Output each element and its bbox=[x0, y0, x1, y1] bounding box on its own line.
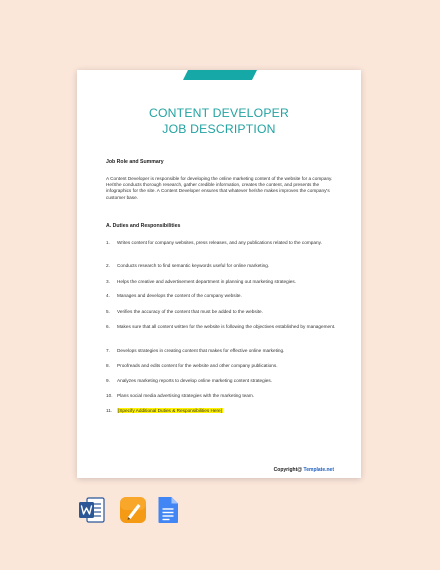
duty-item bbox=[106, 293, 336, 299]
duty-number: 10. bbox=[106, 393, 113, 398]
duty-item bbox=[106, 363, 336, 369]
duty-text: Makes sure that all content written for the website is following the objectives established by management. bbox=[117, 324, 336, 329]
duty-text: Proofreads and edits content for the website and other company publications. bbox=[117, 363, 278, 368]
duty-text: Verifies the accuracy of the content that must be added to the website. bbox=[117, 309, 263, 314]
placeholder-highlight: [Specify Additional Duties & Responsibilities Here] bbox=[118, 408, 222, 413]
duty-number: 2. bbox=[106, 263, 110, 268]
duty-item bbox=[106, 309, 336, 315]
copyright-footer bbox=[274, 468, 334, 473]
duty-item bbox=[106, 393, 336, 399]
top-accent-bar bbox=[183, 70, 257, 80]
duty-text: Plans social media advertising strategies with the marketing team. bbox=[117, 393, 255, 398]
document-page bbox=[77, 70, 361, 478]
duty-item bbox=[106, 279, 336, 285]
copyright-label: Copyright@ bbox=[273, 467, 303, 473]
duty-number: 4. bbox=[106, 293, 110, 298]
duty-number: 5. bbox=[106, 309, 110, 314]
summary-heading: Job Role and Summary bbox=[106, 159, 164, 165]
duty-text: Conducts research to find semantic keywords useful for online marketing. bbox=[117, 263, 270, 268]
duty-number: 9. bbox=[106, 378, 110, 383]
duties-heading: A. Duties and Responsibilities bbox=[106, 223, 181, 229]
word-icon[interactable] bbox=[79, 496, 105, 524]
duty-text: Develops strategies in creating content that makes for effective online marketing. bbox=[117, 348, 285, 353]
pages-icon[interactable] bbox=[120, 496, 146, 524]
duty-text: Writes content for company websites, press releases, and any publications related to the company. bbox=[117, 240, 322, 245]
duty-text: Analyzes marketing reports to develop online marketing content strategies. bbox=[117, 378, 273, 383]
duty-number: 7. bbox=[106, 348, 110, 353]
duty-text: Helps the creative and advertisement department in planning out marketing strategies. bbox=[117, 279, 297, 284]
duty-item bbox=[106, 324, 336, 330]
document-title-line2: JOB DESCRIPTION bbox=[162, 122, 276, 136]
google-docs-icon[interactable] bbox=[157, 496, 179, 524]
template-net-link[interactable]: Template.net bbox=[303, 467, 334, 473]
duty-number: 6. bbox=[106, 324, 110, 329]
duty-text: Manages and develops the content of the company website. bbox=[117, 293, 242, 298]
duty-number: 3. bbox=[106, 279, 110, 284]
duty-item bbox=[106, 348, 336, 354]
duty-number: 11. bbox=[106, 408, 113, 413]
summary-paragraph: A Content Developer is responsible for developing the online marketing content of the website for a company. He/She conducts thorough research, gather credible information, creates the content, and presents the infographics for the site. A Content Developer ensures that whatever he/she makes improves the company's customer base. bbox=[106, 176, 333, 200]
duty-item bbox=[106, 263, 336, 269]
duty-item bbox=[106, 408, 336, 414]
duty-number: 8. bbox=[106, 363, 110, 368]
duty-item bbox=[106, 240, 336, 246]
duty-number: 1. bbox=[106, 240, 110, 245]
duty-item bbox=[106, 378, 336, 384]
document-title-line1: CONTENT DEVELOPER bbox=[149, 106, 289, 120]
